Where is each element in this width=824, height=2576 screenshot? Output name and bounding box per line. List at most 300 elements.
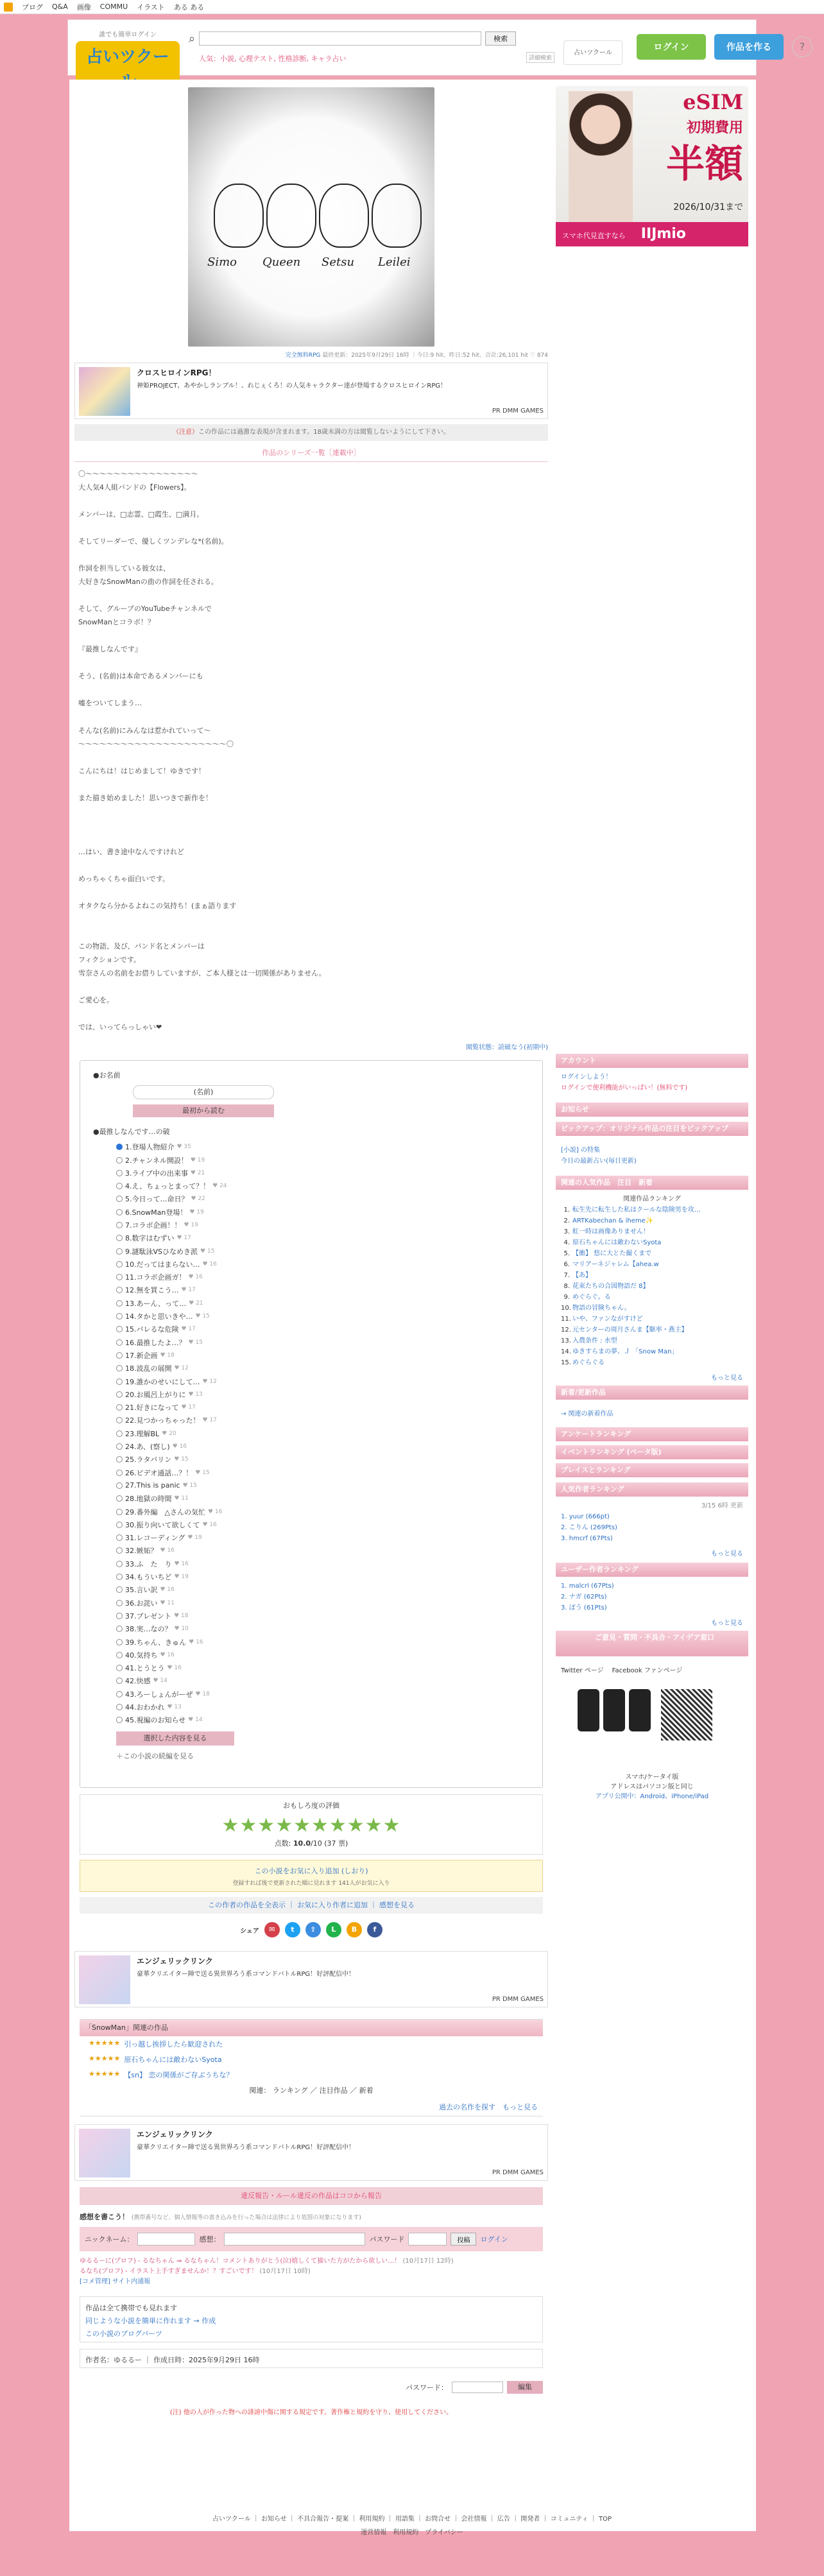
chapter-item[interactable] [116, 1388, 529, 1401]
chapter-radio[interactable] [116, 1339, 123, 1346]
login-button[interactable]: ログイン [637, 34, 706, 60]
name-label: ●お名前 [93, 1071, 121, 1080]
author-ranking-box [556, 1482, 748, 1558]
story-line: 大好きなSnowManの曲の作詞を任される。 [78, 578, 218, 587]
comment-label: 感想： [199, 2235, 221, 2244]
create-work-button[interactable]: 作品を作る [714, 34, 784, 60]
rank-number: 13. [561, 1337, 571, 1344]
story-line: 雪奈さんの名前をお借りしていますが、ご本人様とは一切関係がありません。 [78, 968, 326, 977]
chapter-radio[interactable] [116, 1495, 123, 1502]
chapter-radio[interactable] [116, 1352, 123, 1359]
chapter-radio[interactable] [116, 1235, 123, 1241]
chapter-item[interactable] [116, 1271, 529, 1284]
chapter-radio[interactable] [116, 1300, 123, 1307]
story-line: めっちゃくちゃ面白いです。 [78, 874, 170, 883]
chapter-title: 4.え、ちょっとまって？！ [125, 1182, 210, 1191]
chapter-radio[interactable] [116, 1652, 123, 1658]
chapter-title: 33.ふ た り [125, 1559, 172, 1568]
chapter-radio[interactable] [116, 1209, 123, 1215]
chapter-item[interactable] [116, 1713, 529, 1726]
chapter-item[interactable] [116, 1518, 529, 1531]
blog-parts-link[interactable]: この小説のブログパーツ [85, 2329, 162, 2338]
category-link[interactable]: 完全無料RPG [285, 352, 321, 359]
line-icon[interactable]: L [326, 1922, 341, 1937]
chapter-item[interactable] [116, 1336, 529, 1349]
ad-banner-3[interactable] [74, 2124, 548, 2181]
ranking-item[interactable] [561, 1303, 743, 1314]
edit-password-input[interactable] [452, 2382, 503, 2393]
ranking-item[interactable] [561, 1237, 743, 1248]
top-nav-image[interactable]: 画像 [76, 3, 91, 12]
chapter-radio[interactable] [116, 1678, 123, 1684]
chapter-hearts: ♥ 21 [190, 1169, 205, 1176]
related-item[interactable]: ★★★★★ 原石ちゃんには敵わないSyota [89, 2054, 222, 2065]
chapter-title: 34.もういちど [125, 1573, 172, 1582]
search-button[interactable]: 検索 [485, 31, 516, 46]
story-line: ご愛心を。 [78, 995, 114, 1004]
chapter-item[interactable] [116, 1192, 529, 1205]
ad-footer: スマホ代見直すなら IIJmio [556, 222, 748, 246]
chapter-title: 6.SnowMan登場！ [125, 1208, 187, 1217]
survey-ranking-header[interactable]: アンケートランキング [556, 1427, 748, 1441]
chapter-item[interactable] [116, 1362, 529, 1375]
ranking-item[interactable] [561, 1270, 743, 1281]
chapter-radio[interactable] [116, 1157, 123, 1163]
chapter-radio[interactable] [116, 1391, 123, 1398]
chapter-item[interactable] [116, 1375, 529, 1387]
user-rank-item[interactable]: 2. ナガ (62Pts) [561, 1593, 607, 1601]
ranking-item[interactable] [561, 1357, 743, 1368]
app-links[interactable]: アプリ公開中：Android、iPhone/iPad [595, 1793, 709, 1800]
story-line [78, 779, 544, 790]
chapter-item[interactable] [116, 1414, 529, 1427]
chapter-item[interactable] [116, 1219, 529, 1232]
rank-number: 1. [563, 1206, 570, 1214]
chapter-radio[interactable] [116, 1534, 123, 1541]
event-ranking-header[interactable]: イベントランキング (ベータ版) [556, 1445, 748, 1459]
sidebar [553, 85, 751, 1800]
chapter-radio[interactable] [116, 1522, 123, 1528]
story-line: この物語、及び、バンド名とメンバーは [78, 941, 205, 950]
user-rank-item[interactable]: 1. malcrl (67Pts) [561, 1583, 614, 1590]
top-nav-commu[interactable]: COMMU [99, 3, 128, 11]
story-line: そう、(名前)は本命であるメンバーにも [78, 672, 203, 681]
rank-number: 3. [563, 1228, 570, 1235]
chapter-item[interactable] [116, 1180, 529, 1192]
chapter-item[interactable] [116, 1440, 529, 1453]
author-ranking-header[interactable]: 人気作者ランキング [556, 1482, 748, 1497]
account-header: アカウント [556, 1054, 748, 1068]
series-link[interactable]: 作品のシリーズ一覧［連載中］ [74, 447, 548, 462]
chapter-hearts: ♥ 16 [188, 1274, 203, 1281]
character-sketch [372, 184, 422, 248]
read-status[interactable]: 閲覧状態：読破なう(初期中) [466, 1044, 548, 1052]
story-line: そして、グループのYouTubeチャンネルで [78, 605, 212, 614]
chapter-hearts: ♥ 19 [174, 1574, 189, 1581]
comment-list [80, 2256, 543, 2287]
site-footer [0, 2503, 824, 2548]
facebook-icon[interactable]: f [367, 1922, 382, 1937]
chapter-item[interactable] [116, 1153, 529, 1166]
author-rank-item[interactable]: 2. こりん (269Pts) [561, 1524, 617, 1531]
related-tags[interactable]: 関連： ランキング ／ 注目作品 ／ 新着 [249, 2086, 373, 2095]
chapter-title: 5.今日って…命日？ [125, 1195, 189, 1204]
ranking-subtitle: 関連作品ランキング [623, 1196, 681, 1203]
chapter-item[interactable] [116, 1479, 529, 1492]
chapter-radio[interactable] [116, 1170, 123, 1176]
author-rank-item[interactable]: 1. yuur (666pt) [561, 1513, 610, 1520]
chapter-title: 40.気持ち [125, 1651, 158, 1660]
chapter-item[interactable] [116, 1610, 529, 1622]
user-rank-item[interactable]: 3. ぽう (61Pts) [561, 1604, 607, 1611]
new-works-header[interactable]: 新着/更新作品 [556, 1386, 748, 1400]
chapter-item[interactable] [116, 1466, 529, 1479]
rank-title: 【あ】 [572, 1272, 592, 1279]
related-works [80, 2019, 543, 2117]
chapter-list [116, 1140, 529, 1726]
story-line [78, 752, 544, 763]
add-favorite-link[interactable]: この小説をお気に入り追加 (しおり) [254, 1867, 368, 1876]
chapter-radio[interactable] [116, 1248, 123, 1255]
chapter-hearts: ♥ 16 [207, 1508, 223, 1515]
chapter-item[interactable] [116, 1297, 529, 1310]
chapter-title: 1.登場人物紹介 [125, 1143, 175, 1152]
chapter-item[interactable] [116, 1583, 529, 1596]
chapter-item[interactable] [116, 1649, 529, 1662]
chapter-item[interactable] [116, 1662, 529, 1674]
chapter-hearts: ♥ 15 [195, 1469, 210, 1476]
chapter-radio[interactable] [116, 1222, 123, 1228]
chapter-radio[interactable] [116, 1417, 123, 1423]
related-header: 「SnowMan」関連の作品 [80, 2020, 543, 2036]
related-item[interactable]: ★★★★★ 引っ越し挨拶したら歓迎された [89, 2039, 223, 2049]
comment-input[interactable] [224, 2233, 365, 2245]
ranking-item[interactable] [561, 1314, 743, 1325]
ad-thumbnail [79, 367, 130, 416]
hatena-icon[interactable]: B [347, 1922, 362, 1937]
sequel-link[interactable]: ＋この小説の続編を見る [116, 1752, 194, 1761]
chapter-radio[interactable] [116, 1470, 123, 1476]
story-line [78, 712, 544, 723]
chapter-hearts: ♥ 19 [187, 1534, 202, 1541]
report-link[interactable]: 違反報告・ルール違反の作品はココから報告 [80, 2187, 543, 2205]
top-nav-bar [0, 0, 824, 14]
chapter-title: 19.誰かのせいにして… [125, 1377, 200, 1386]
chapter-title: 39.ちゃん、きゅん [125, 1638, 187, 1647]
author-ranking-more[interactable]: もっと見る [711, 1550, 743, 1558]
chapter-item[interactable] [116, 1284, 529, 1296]
ad-banner-2[interactable] [74, 1951, 548, 2007]
new-works-link[interactable]: → 関連の新着作品 [561, 1411, 614, 1418]
chapter-radio[interactable] [116, 1665, 123, 1671]
author-links[interactable]: この作者の作品を全表示 ｜ お気に入り作者に追加 ｜ 感想を見る [80, 1897, 543, 1914]
chapter-title: 32.嫉妬？ [125, 1547, 158, 1556]
chapter-item[interactable] [116, 1544, 529, 1557]
rank-number: 14. [561, 1348, 571, 1355]
chapter-hearts: ♥ 15 [200, 1248, 215, 1255]
app-badge[interactable]: 占いツクール [563, 40, 622, 65]
edit-button[interactable]: 編集 [507, 2381, 543, 2394]
comment-login-link[interactable]: ログイン [480, 2235, 508, 2244]
ranking-item[interactable] [561, 1215, 743, 1226]
comment-section [80, 2211, 543, 2287]
ranking-item[interactable] [561, 1335, 743, 1346]
mail-icon[interactable]: ✉ [264, 1922, 280, 1937]
chapter-radio[interactable] [116, 1378, 123, 1385]
ad-title: クロスヒロインRPG！ [137, 368, 216, 377]
ad-model-image [569, 91, 633, 225]
rank-number: 12. [561, 1327, 571, 1334]
ranking-item[interactable] [561, 1259, 743, 1270]
chapter-title: 15.バレるな危険 [125, 1325, 179, 1334]
ad-line: 半額 [666, 142, 743, 187]
chapter-title: 18.波乱の展開 [125, 1364, 172, 1373]
chapter-title: 8.数字はむずい [125, 1234, 175, 1243]
nickname-input[interactable] [137, 2233, 195, 2245]
chapter-item[interactable] [116, 1453, 529, 1466]
comment-password-input[interactable] [408, 2233, 447, 2245]
help-icon[interactable]: ? [792, 37, 812, 57]
chapter-hearts: ♥ 16 [202, 1260, 217, 1267]
chapter-item[interactable] [116, 1622, 529, 1635]
rank-title: 花束たちの合図物語だ 8】 [572, 1283, 649, 1290]
view-selected-button[interactable]: 選択した内容を見る [116, 1731, 234, 1746]
chapter-radio[interactable] [116, 1261, 123, 1267]
chapter-title: 27.This is panic [125, 1481, 180, 1490]
chapter-radio[interactable] [116, 1456, 123, 1463]
chapter-radio[interactable] [116, 1717, 123, 1723]
ranking-header[interactable]: 関連の人気作品 注目 新着 [556, 1176, 748, 1190]
search-icon: ⌕ [189, 31, 196, 46]
chapter-radio[interactable] [116, 1313, 123, 1319]
ad-line: 2026/10/31まで [673, 202, 743, 212]
story-line [78, 590, 544, 601]
chapter-hearts: ♥ 18 [174, 1612, 189, 1619]
chapter-hearts: ♥ 35 [176, 1144, 191, 1151]
ranking-item[interactable] [561, 1325, 743, 1335]
ad-line: eSIM [683, 90, 743, 114]
top-nav-aruaru[interactable]: ある ある [173, 3, 205, 12]
sns-links[interactable]: Twitter ページ Facebook ファンページ [561, 1667, 683, 1674]
ad-title: エンジェリックリンク [137, 2130, 213, 2140]
chapter-item[interactable] [116, 1206, 529, 1219]
story-line [78, 806, 544, 817]
ranking-item[interactable] [561, 1205, 743, 1215]
star-rating[interactable]: ★★★★★★★★★★ [221, 1814, 401, 1837]
daily-feature-link[interactable]: [小説] の特集 [561, 1147, 600, 1154]
ad-pr-label: PR DMM GAMES [492, 408, 544, 415]
chapter-hearts: ♥ 11 [174, 1495, 189, 1502]
chapter-hearts: ♥ 15 [174, 1456, 189, 1463]
chapter-title: 29.番外編 △さんの気忙 [125, 1507, 205, 1516]
chapter-radio[interactable] [116, 1626, 123, 1632]
chapter-radio[interactable] [116, 1482, 123, 1489]
chapter-hearts: ♥ 19 [190, 1156, 205, 1163]
chapter-title: 2.チャンネル開設！ [125, 1156, 188, 1165]
ranking-item[interactable] [561, 1226, 743, 1237]
footer-sub-links[interactable]: 運営情報 利用規約 プライバシー [361, 2529, 463, 2536]
ad-description: 豪華クリエイター陣で送る異世界ろう系コマンドバトルRPG！好評配信中！ [137, 2144, 356, 2152]
chapter-hearts: ♥ 15 [188, 1339, 203, 1346]
ad-thumbnail [79, 2129, 130, 2177]
chapter-title: 10.だってはまらない… [125, 1260, 200, 1269]
twitter-icon[interactable]: t [285, 1922, 300, 1937]
cover-name: Queen [262, 255, 301, 269]
user-ranking-more[interactable]: もっと見る [711, 1620, 743, 1627]
chapter-item[interactable] [116, 1427, 529, 1440]
chapter-hearts: ♥ 10 [174, 1626, 189, 1633]
feedback-link[interactable]: ご意見・質問・不具合・アイデア窓口 [556, 1631, 748, 1656]
chapter-item[interactable] [116, 1140, 529, 1153]
chapter-radio[interactable] [116, 1443, 123, 1450]
story-line [78, 684, 544, 695]
user-ranking-header[interactable]: ユーザー作者ランキング [556, 1563, 748, 1577]
news-box [556, 1103, 748, 1117]
chapter-radio[interactable] [116, 1404, 123, 1411]
place-ranking-header[interactable]: プレイスとランキング [556, 1463, 748, 1477]
pickup-header[interactable]: ピックアップ：オリジナル作品の注目をピックアップ [556, 1122, 748, 1136]
popular-links[interactable]: 人気：小説, 心理テスト, 性格診断, キャラ占い [199, 55, 347, 63]
chapter-hearts: ♥ 15 [182, 1482, 197, 1489]
chapter-item[interactable] [116, 1244, 529, 1257]
story-line [78, 522, 544, 533]
edit-password-row [80, 2381, 543, 2394]
footer-links[interactable]: 占いツクール ｜ お知らせ ｜ 不具合報告・提案 ｜ 利用規約 ｜ 用語集 ｜ お問合せ ｜ 会社情報 ｜ 広告 ｜ 開発者 ｜ コミュニティ ｜ TOP [212, 2516, 612, 2523]
chapter-radio[interactable] [116, 1144, 123, 1150]
chapter-radio[interactable] [116, 1430, 123, 1437]
character-sketch [214, 184, 264, 248]
create-similar-link[interactable]: 同じような小説を簡単に作れます → 作成 [85, 2316, 216, 2325]
ranking-item[interactable] [561, 1248, 743, 1259]
chapter-radio[interactable] [116, 1326, 123, 1332]
chapter-title: 9.謎駄泳VSひなめき派 [125, 1247, 198, 1256]
daily-fortune-link[interactable]: 今日の最新占い(毎日更新) [561, 1158, 637, 1165]
chapter-radio[interactable] [116, 1600, 123, 1606]
chapter-selector [80, 1060, 543, 1788]
mobile-note: 作品は全て携帯でも見れます [85, 2304, 177, 2313]
related-more-link[interactable]: 過去の名作を探す もっと見る [439, 2103, 538, 2112]
ranking-item[interactable] [561, 1292, 743, 1303]
comment-admin-links[interactable]: [コメ管理] サイト内通報 [80, 2278, 151, 2286]
related-item[interactable]: ★★★★★ 【sn】 恋の関係がご存ぶうちな？ [89, 2070, 234, 2080]
chapter-item[interactable] [116, 1167, 529, 1180]
search-input[interactable] [199, 31, 481, 46]
chapter-radio[interactable] [116, 1586, 123, 1593]
site-logo[interactable] [76, 29, 180, 69]
chapter-item[interactable] [116, 1701, 529, 1713]
ad-pr-label: PR DMM GAMES [492, 2169, 544, 2177]
ad-banner-1[interactable] [74, 363, 548, 419]
chapter-title: 3.ライブ中の出来事 [125, 1169, 188, 1178]
ranking-list [561, 1205, 743, 1368]
chapter-item[interactable] [116, 1310, 529, 1323]
chapter-item[interactable] [116, 1558, 529, 1570]
chapter-item[interactable] [116, 1674, 529, 1687]
story-line: そんな(名前)にみんなは惹かれていって〜 [78, 726, 211, 735]
chapter-title: 14.タかと思いきや… [125, 1312, 193, 1321]
sidebar-login-link[interactable]: ログインしよう！ [561, 1074, 612, 1081]
account-box [556, 1054, 748, 1097]
story-line: 〇〜〜〜〜〜〜〜〜〜〜〜〜〜〜〜〜 [78, 470, 198, 478]
extra-links [80, 2296, 543, 2342]
author-rank-item[interactable]: 3. hmcrf (67Pts) [561, 1535, 613, 1542]
chapter-title: 12.無を買こう… [125, 1286, 179, 1295]
chapter-title: 13.あーん、って… [125, 1299, 187, 1308]
chapter-item[interactable] [116, 1232, 529, 1244]
rank-number: 8. [563, 1283, 570, 1290]
chapter-radio[interactable] [116, 1183, 123, 1189]
sidebar-spacer [553, 246, 751, 1049]
ad-line: 初期費用 [686, 120, 743, 136]
chapter-item[interactable] [116, 1401, 529, 1414]
chapter-title: 17.新企画 [125, 1351, 158, 1360]
chapter-radio[interactable] [116, 1547, 123, 1554]
ranking-item[interactable] [561, 1346, 743, 1357]
chapter-radio[interactable] [116, 1561, 123, 1567]
mobile-info [556, 1771, 748, 1800]
chapter-item[interactable] [116, 1635, 529, 1648]
name-field[interactable]: (名前) [133, 1085, 274, 1099]
chapter-item[interactable] [116, 1688, 529, 1701]
chapter-hearts: ♥ 16 [160, 1547, 175, 1554]
chapter-radio[interactable] [116, 1613, 123, 1619]
chapter-radio[interactable] [116, 1287, 123, 1293]
comment-heading: 感想を書こう！ [80, 2213, 129, 2222]
chapter-item[interactable] [116, 1492, 529, 1505]
chapter-title: 30.振り向いて欲しくて [125, 1520, 200, 1529]
share-icon[interactable]: ⇪ [305, 1922, 321, 1937]
chapter-title: 43.ろーしょんがーぜ [125, 1690, 193, 1699]
read-from-start-button[interactable]: 最初から読む [133, 1104, 274, 1117]
chapter-hearts: ♥ 12 [174, 1365, 189, 1372]
chapter-radio[interactable] [116, 1196, 123, 1202]
chapter-item[interactable] [116, 1570, 529, 1583]
chapter-item[interactable] [116, 1531, 529, 1544]
chapter-item[interactable] [116, 1349, 529, 1362]
rank-title: 原石ちゃんには敵わないSyota [572, 1239, 662, 1246]
sidebar-ad[interactable] [556, 86, 748, 246]
advanced-search-link[interactable]: 詳細検索 [526, 52, 554, 63]
ranking-item[interactable] [561, 1281, 743, 1292]
post-comment-button[interactable]: 投稿 [451, 2233, 476, 2245]
chapter-item[interactable] [116, 1505, 529, 1518]
rank-title: 転生先に転生した私はクールな陰険男を攻… [572, 1206, 701, 1214]
news-header[interactable]: お知らせ [556, 1103, 748, 1117]
chapter-radio[interactable] [116, 1691, 123, 1697]
chapter-radio[interactable] [116, 1574, 123, 1580]
ranking-more-link[interactable]: もっと見る [711, 1375, 743, 1382]
chapter-title: 20.お風呂上がりに [125, 1390, 186, 1399]
chapter-title: 45.視編のお知らせ [125, 1716, 186, 1725]
chapter-radio[interactable] [116, 1365, 123, 1371]
chapter-radio[interactable] [116, 1639, 123, 1645]
chapter-item[interactable] [116, 1258, 529, 1271]
top-nav-qa[interactable]: Q&A [52, 3, 68, 11]
chapter-item[interactable] [116, 1596, 529, 1609]
top-nav-blog[interactable]: ブログ [22, 3, 43, 12]
rank-number: 5. [563, 1250, 570, 1257]
top-nav-illust[interactable]: イラスト [137, 3, 165, 12]
chapter-item[interactable] [116, 1323, 529, 1335]
chapter-radio[interactable] [116, 1509, 123, 1515]
add-favorite-box[interactable] [80, 1860, 543, 1892]
author-ranking-updated: 3/15 6時 更新 [701, 1502, 743, 1509]
chapter-radio[interactable] [116, 1704, 123, 1710]
chapter-title: 22.見つかっちゃった！ [125, 1416, 200, 1425]
chapter-hearts: ♥ 17 [181, 1404, 196, 1411]
chapter-hearts: ♥ 18 [160, 1352, 175, 1359]
chapter-radio[interactable] [116, 1274, 123, 1280]
